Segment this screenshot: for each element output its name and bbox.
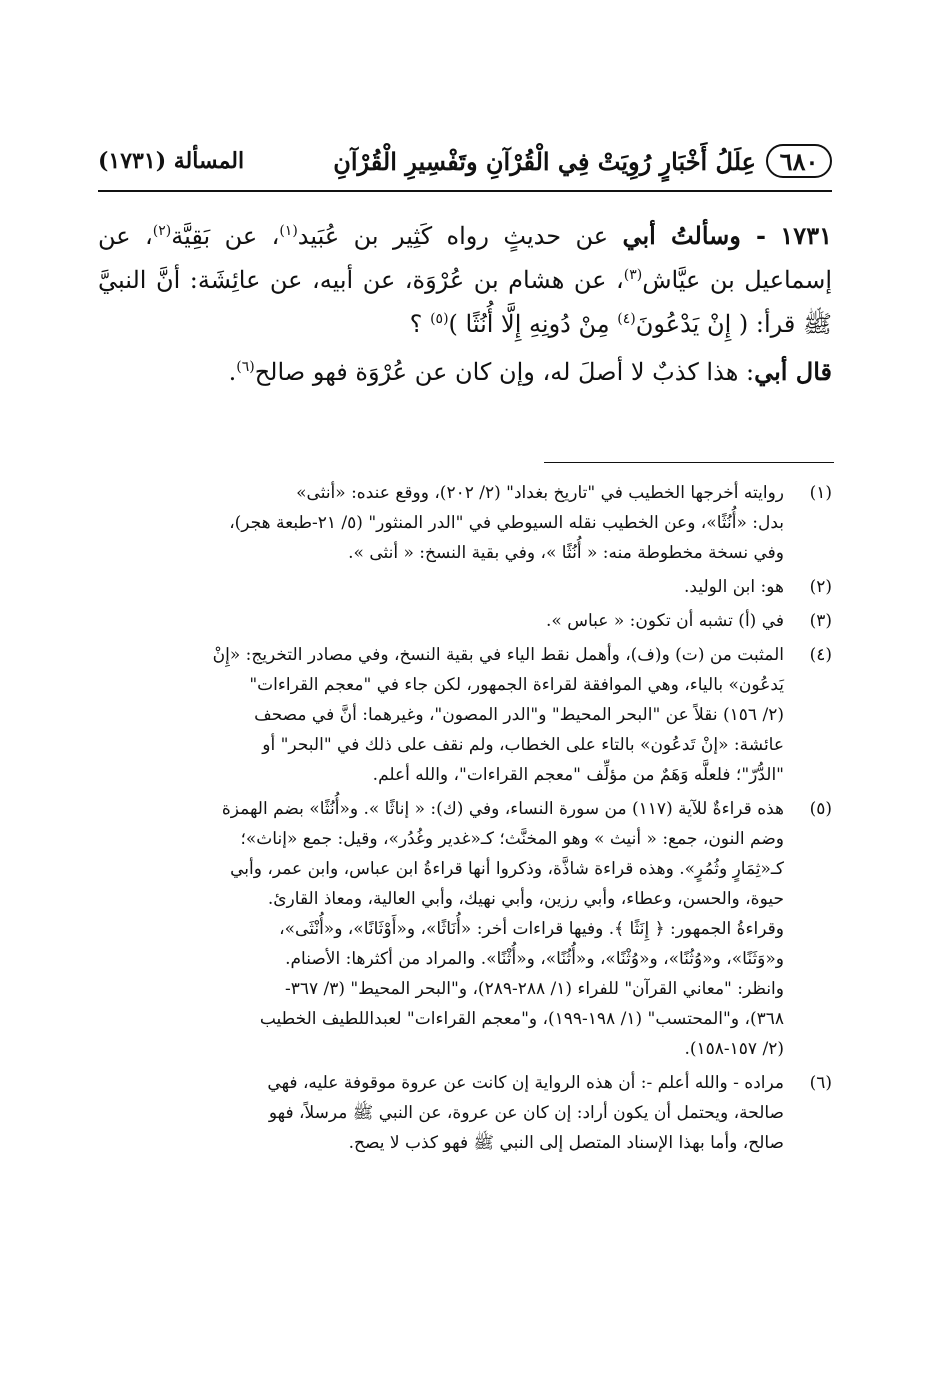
footnote-line: صالح، وأما بهذا الإسناد المتصل إلى النبي ﷺ فهو كذب لا يصح. — [348, 1133, 784, 1153]
footnote-body — [98, 606, 784, 636]
footnote-line: وقراءةُ الجمهور: ﴿ إِنَثًا ﴾. وفيها قراءات أخر: «أُنَاثًا»، و«أَوْثَانًا»، و«أُنْثَى»، — [279, 919, 784, 939]
footnote-line: "الدُّرّ"؛ فلعلَّه وَهَمٌ من مؤلِّف "معجم القراءات"، والله أعلم. — [372, 765, 784, 785]
question-text-2b: ، عن إسماعيل بن عيَّاش — [98, 222, 832, 294]
footnote-line: المثبت من (ت) و(ف)، وأهمل نقط الياء في بقية النسخ، وفي مصادر التخريج: «إِنْ — [212, 645, 784, 665]
question-text-3a: عن عائِشَة: أنَّ النبيَّ ﷺ قرأ: ( إِنْ يَدْعُونَ — [98, 266, 832, 338]
footnote-5 — [98, 794, 832, 1064]
footnote-line: وفي نسخة مخطوطة منه: « أُنُثًا »، وفي بقية النسخ: « أنثى ». — [348, 543, 784, 563]
footnote-line: هو: ابن الوليد. — [684, 577, 784, 597]
footnote-line: (٢/ ١٥٧-١٥٨). — [684, 1039, 784, 1059]
footnote-ref-1[interactable]: (١) — [279, 223, 298, 239]
footnote-body — [98, 640, 784, 790]
footnote-number: (٤) — [809, 645, 832, 665]
footnote-line: في (أ) تشبه أن تكون: « عباس ». — [546, 611, 784, 631]
footnote-number: (٣) — [809, 611, 832, 631]
footnote-line: (٢/ ١٥٦) نقلاً عن "البحر المحيط" و"الدر المصون"، وغيرهما: أنَّ في مصحف — [254, 705, 784, 725]
page-number: ٦٨٠ — [766, 144, 832, 178]
footnote-2 — [98, 572, 832, 602]
footnote-3 — [98, 606, 832, 636]
footnote-ref-4[interactable]: (٤) — [617, 311, 636, 327]
footnote-number: (١) — [809, 483, 832, 503]
footnote-body — [98, 572, 784, 602]
footnote-ref-5[interactable]: (٥) — [430, 311, 449, 327]
question-lead: وسألتُ أبي — [622, 221, 741, 250]
header-divider — [98, 190, 832, 192]
footnote-1 — [98, 478, 832, 568]
footnote-number: (٥) — [809, 799, 832, 819]
book-title: عِلَلُ أَخْبَارٍ رُوِيَتْ فِي الْقُرْآنِ وتَفْسِيرِ الْقُرْآنِ — [333, 146, 756, 176]
main-text — [98, 214, 832, 394]
question-text-2a: بَقِيَّة — [171, 222, 211, 250]
issue-number: ١٧٣١ — [780, 221, 832, 250]
footnote-ref-3[interactable]: (٣) — [623, 267, 643, 283]
question-mark: ؟ — [409, 310, 423, 338]
footnote-number: (٢) — [809, 577, 832, 597]
footnote-line: ٣٦٨)، و"المحتسب" (١/ ١٩٨-١٩٩)، و"معجم القراءات" لعبداللطيف الخطيب — [259, 1009, 784, 1029]
question-text-3b: مِنْ دُونِهِ إِلَّا أُنُثًا ) — [448, 310, 610, 338]
footnote-divider — [544, 462, 834, 463]
issue-label: المسألة (١٧٣١) — [98, 148, 245, 174]
footnote-body — [98, 794, 784, 1064]
footnote-line: روايته أخرجها الخطيب في "تاريخ بغداد" (٢/ ٢٠٢)، ووقع عنده: «أنثى» — [296, 483, 784, 503]
footnote-number: (٦) — [809, 1073, 832, 1093]
footnote-ref-6[interactable]: (٦) — [236, 359, 255, 375]
footnote-line: وضم النون، جمع: « أنيث » وهو المخنَّث؛ كـ«غدير وغُدُر»، وقيل: جمع «إناث»؛ — [240, 829, 784, 849]
question-text-1: عن حديثٍ رواه كَثِير بن عُبَيد — [297, 222, 609, 250]
answer-lead: قال أبي — [754, 357, 832, 386]
footnote-line: يَدعُون» بالياء، وهي الموافقة لقراءة الجمهور، لكن جاء في "معجم القراءات" — [249, 675, 784, 695]
footnote-ref-2[interactable]: (٢) — [152, 223, 172, 239]
footnote-line: بدل: «أُنُثًا»، وعن الخطيب نقله السيوطي في "الدر المنثور" (٥/ ٢١-طبعة هجر)، — [229, 513, 784, 533]
footnote-line: حيوة، والحسن، وعطاء، وأبي رزين، وأبي نهيك، وأبي العالية، ومعاذ القارئ. — [267, 889, 784, 909]
page-header — [98, 140, 832, 182]
header-right-group — [333, 144, 832, 178]
footnote-line: و«وَثَنًا»، و«وُثُنًا»، و«وُثْنًا»، و«أُثُنًا»، و«أُثْنًا». والمراد من أكثرها: الأصنام. — [285, 949, 784, 969]
answer-text: : هذا كذبٌ لا أصلَ له، وإن كان عن عُرْوَة فهو صالح — [254, 358, 755, 386]
question-text-2c: ، عن هشام بن عُرْوَة، عن أبيه، — [312, 266, 624, 294]
footnote-body — [98, 478, 784, 568]
answer-end: . — [228, 358, 237, 386]
footnote-line: عائشة: «إنْ تَدعُون» بالتاء على الخطاب، ولم نقف على ذلك في "البحر" أو — [262, 735, 784, 755]
footnote-6 — [98, 1068, 832, 1158]
footnote-line: كـ«ثِمَارٍ وثُمُرٍ». وهذه قراءة شاذَّة، وذكروا أنها قراءةُ ابن عباس، وابن عمر، وأبي — [230, 859, 784, 879]
footnote-line: مراده - والله أعلم -: أن هذه الرواية إن كانت عن عروة موقوفة عليه، فهي — [267, 1073, 784, 1093]
footnote-line: صالحة، ويحتمل أن يكون أراد: إن كان عن عروة، عن النبي ﷺ مرسلاً، فهو — [268, 1103, 784, 1123]
footnote-line: وانظر: "معاني القرآن" للفراء (١/ ٢٨٨-٢٨٩)، و"البحر المحيط" (٣/ ٣٦٧- — [284, 979, 784, 999]
question-paragraph: ١٧٣١ - وسألتُ أبي عن حديثٍ رواه كَثِير بن عُبَيد$^{(١)}$، عن بَقِيَّة$^{(٢)}$، عن إسماعيل بن عيَّاش$^{(٣)}$، عن هشام بن عُرْوَة، عن أبيه، عن عائِشَة: أنَّ النبيَّ ﷺ قرأ: ( إِنْ يَدْعُونَ$^{(٤)}$ مِنْ دُونِهِ إِلَّا أُنُثًا )$^{(٥)}$ ؟ — [98, 221, 832, 338]
footnote-body — [98, 1068, 784, 1158]
answer-paragraph — [98, 350, 832, 394]
question-text-1-end: ، عن — [224, 222, 280, 250]
footnotes — [98, 478, 832, 1162]
footnote-4 — [98, 640, 832, 790]
footnote-line: هذه قراءةٌ للآية (١١٧) من سورة النساء، وفي (ك): « إناثًا ». و«أُنُثًا» بضم الهمزة — [221, 799, 784, 819]
